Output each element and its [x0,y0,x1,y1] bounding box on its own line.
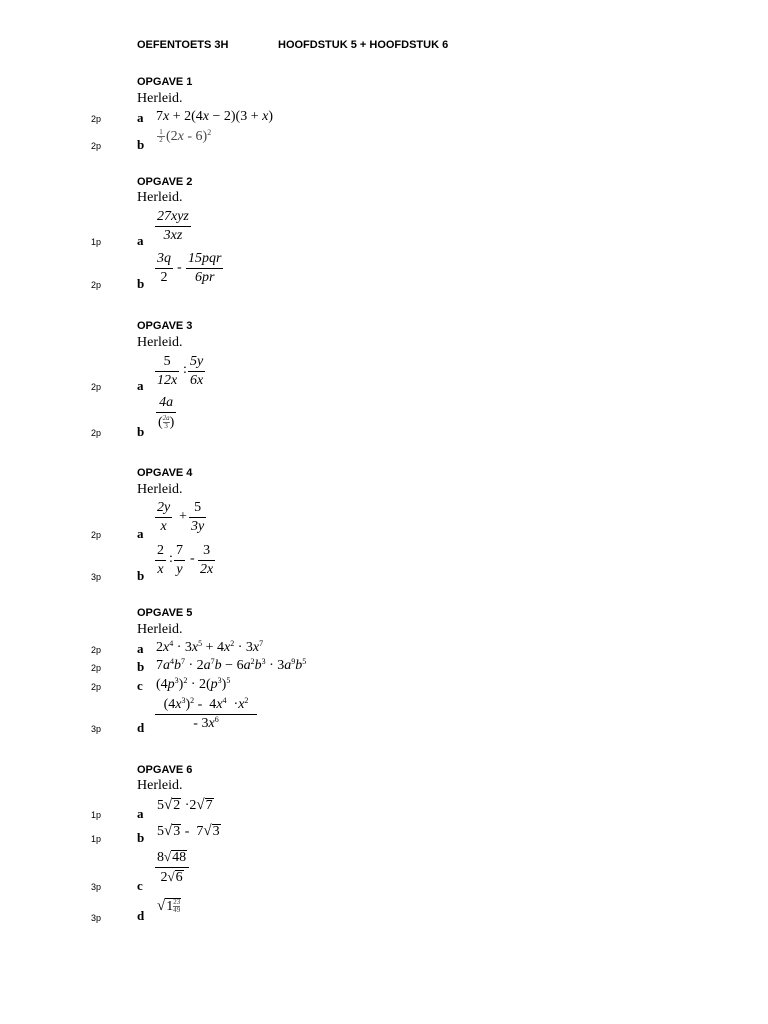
opgave2-title: OPGAVE 2 [137,176,193,188]
opgave2-b-fraction2: 15pqr 6pr [188,251,222,285]
opgave5-d-fraction: $\frac{(4x^3)^2 - 4x^4 \cdot x^2}{- 3x^6}$ [155,696,257,733]
opgave2-a-label: a [137,233,144,248]
opgave1-title: OPGAVE 1 [137,76,193,88]
opgave1-b-label: b [137,137,145,152]
opgave1-a-expression: 7x + 2(4x − 2)(3 + x) [156,109,274,124]
opgave3-a-fraction2: $\frac{5y}{6x}$ [190,354,204,388]
opgave5-d-points: 3p [91,724,102,734]
opgave4-b-fraction2: $\frac{7}{y}$ [176,543,183,577]
opgave6-a-label: a [137,806,144,821]
opgave5-a-points: 2p [91,645,102,655]
opgave6-d-points: 3p [91,913,102,923]
opgave4-instruction: Herleid. [137,482,183,497]
opgave3-a-label: a [137,378,144,393]
opgave5-a-label: a [137,641,144,656]
opgave6-b-points: 1p [91,834,102,844]
opgave5-c-expression: $(4p^3)^2 \cdot 2(p^3)^5$ [156,676,231,692]
opgave3-b-label: b [137,424,145,439]
opgave3-instruction: Herleid. [137,335,183,350]
opgave3-b-fraction: 4a ( $\frac{2a}{3}$ ) [158,395,175,431]
opgave3-title: OPGAVE 3 [137,320,193,332]
opgave4-b-fraction3: $\frac{3}{2x}$ [200,543,214,577]
opgave5-b-points: 2p [91,663,102,673]
chapter-title: HOOFDSTUK 5 + HOOFDSTUK 6 [278,39,449,51]
opgave5-c-points: 2p [91,682,102,692]
opgave1-b-points: 2p [91,141,102,151]
opgave2-a-points: 1p [91,237,102,247]
opgave4-a-operator: + [179,509,187,524]
opgave6-b-label: b [137,830,145,845]
opgave5-instruction: Herleid. [137,622,183,637]
opgave6-d-expression: √1 $\frac{23}{49}$ [157,898,181,915]
opgave2-a-fraction: 27xyz 3xz [157,209,189,243]
opgave4-b-operator2: - [190,551,195,566]
opgave4-title: OPGAVE 4 [137,467,193,479]
opgave2-b-points: 2p [91,280,102,290]
opgave5-b-expression: $7a^4b^7 \cdot 2a^7b - 6a^2b^3 \cdot 3a^9b^5$ [156,657,307,673]
opgave3-a-points: 2p [91,382,102,392]
opgave1-b-expression: (2x - 6)$^2$ [166,128,212,144]
opgave6-c-points: 3p [91,882,102,892]
opgave1-a-points: 2p [91,114,102,124]
opgave6-a-expression: 5√2 ·2√7 [157,797,213,813]
opgave6-a-points: 1p [91,810,102,820]
opgave4-b-fraction1: $\frac{2}{x}$ [157,543,164,577]
opgave1-instruction: Herleid. [137,91,183,106]
opgave6-c-label: c [137,878,143,893]
opgave1-b-half: 1 2 [157,129,165,144]
opgave4-a-fraction2: $\frac{5}{3y}$ [191,500,205,534]
opgave6-instruction: Herleid. [137,778,183,793]
opgave5-a-expression: $2x^4 \cdot 3x^5 + 4x^2 \cdot 3x^7$ [156,639,264,655]
opgave4-b-operator1: : [169,551,173,566]
opgave5-title: OPGAVE 5 [137,607,193,619]
opgave1-a-label: a [137,110,144,125]
opgave4-a-fraction1: $\frac{2y}{x}$ [157,500,171,534]
opgave2-b-label: b [137,276,145,291]
opgave5-c-label: c [137,678,143,693]
opgave4-b-label: b [137,568,145,583]
opgave3-b-points: 2p [91,428,102,438]
opgave2-b-fraction1: $\frac{3q}{2}$ [157,251,171,285]
opgave5-d-label: d [137,720,145,735]
opgave4-b-points: 3p [91,572,102,582]
opgave2-instruction: Herleid. [137,190,183,205]
opgave6-d-label: d [137,908,145,923]
test-title: OEFENTOETS 3H [137,39,229,51]
opgave5-b-label: b [137,659,145,674]
opgave6-c-fraction: $\frac{8√48}{2√6}$ [155,848,189,887]
opgave4-a-label: a [137,526,144,541]
opgave3-a-operator: : [183,362,187,377]
opgave4-a-points: 2p [91,530,102,540]
opgave6-title: OPGAVE 6 [137,764,193,776]
opgave2-b-operator: - [177,260,182,275]
opgave3-a-fraction1: $\frac{5}{12x}$ [157,354,178,388]
opgave6-b-expression: 5√3 - 7√3 [157,823,220,839]
